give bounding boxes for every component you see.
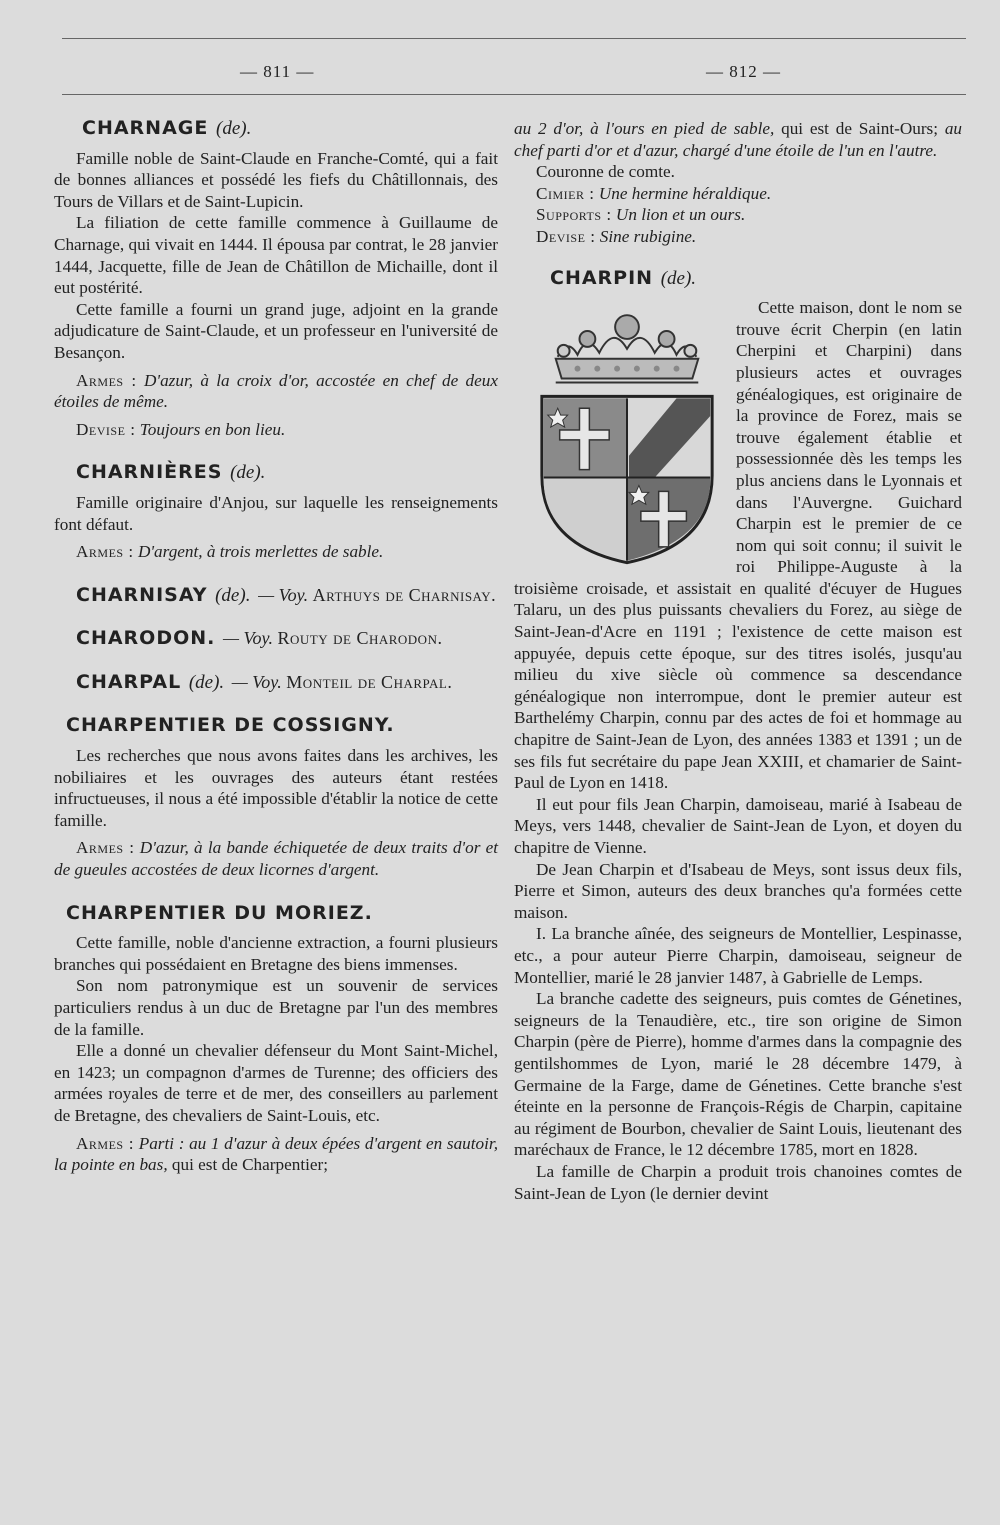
entry-title-charnage: CHARNAGE (de). [82, 117, 252, 139]
charpin-paragraph-3: De Jean Charpin et d'Isabeau de Meys, sont issus deux fils, Pierre et Simon, auteurs des deux branches qu'a formées cette maison. [514, 859, 962, 922]
charpin-paragraph-2: Il eut pour fils Jean Charpin, damoiseau, marié à Isabeau de Meys, vers 1448, chevalier de Saint-Jean de Lyon, et doyen du chapitre de Vienne. [514, 794, 962, 857]
charnieres-armes: Armes : D'argent, à trois merlettes de sable. [76, 542, 384, 562]
charnage-devise: Devise : Toujours en bon lieu. [76, 419, 286, 439]
entry-title-charnieres: CHARNIÈRES (de). [76, 461, 266, 484]
left-page-number: — 811 — [240, 62, 315, 81]
right-column [514, 118, 962, 1204]
moriez-armes: Armes : Parti : au 1 d'azur à deux épées d'argent en sautoir, la pointe en bas, qui est de Charpentier; [54, 1133, 498, 1175]
left-column [54, 118, 498, 1176]
charpin-paragraph-5: La branche cadette des seigneurs, puis comtes de Génetines, seigneurs de la Tenaudière, etc., tire son origine de Simon Charpin (père de Pierre), homme d'armes dans la compagnie des gentilshommes de Lyon, marié le 28 décembre 1479, à Germaine de la Farge, dame de Génetines. Cette branche s'est éteinte en la personne de François-Régis de Charpin, capitaine au régiment de Bourbon, chevalier de Saint Louis, lieutenant des maréchaux de France, le 12 décembre 1785, mort en 1828. [514, 989, 962, 1160]
entry-title-charpal: CHARPAL (de). — Voy. Monteil de Charpal. [76, 670, 453, 693]
moriez-armes-continued: au 2 d'or, à l'ours en pied de sable, qui est de Saint-Ours; au chef parti d'or et d'azur, chargé d'une étoile de l'un en l'autre. [514, 119, 963, 160]
cossigny-paragraph-1: Les recherches que nous avons faites dans les archives, les nobiliaires et les ouvrages des auteurs étant restées infructueuses, il nous a été impossible d'établir la notice de cette famille. [54, 746, 498, 830]
entry-title-charnisay: CHARNISAY (de). — Voy. Arthuys de Charnisay. [76, 583, 497, 606]
charpin-paragraph-6: La famille de Charpin a produit trois chanoines comtes de Saint-Jean de Lyon (le dernier devint [514, 1161, 962, 1203]
charpin-paragraph-4: I. La branche aînée, des seigneurs de Montellier, Lespinasse, etc., a pour auteur Pierre Charpin, damoiseau, seigneur de Montellier, marié le 28 janvier 1487, à Gabrielle de Lemps. [514, 924, 962, 987]
cossigny-armes: Armes : D'azur, à la bande échiquetée de deux traits d'or et de gueules accostées de deux licornes d'argent. [54, 838, 499, 880]
coat-of-arms-icon [528, 297, 726, 567]
top-rule [62, 38, 966, 39]
right-page-number: — 812 — [706, 62, 781, 81]
charpin-paragraph-1: Cette maison, dont le nom se trouve écrit Cherpin (en latin Cherpini et Charpini) dans plusieurs actes et ouvrages généalogiques, est originaire de la province de Forez, mais se trouve également établie et possessionnée dès les temps les plus anciens dans le Lyonnais et dans l'Auvergne. Guichard Charpin est le premier de ce nom qui soit connu; il suivit le roi Philippe-Auguste à la troisième croisade, et assistait en qualité d'écuyer de Hugues Talaru, un des plus puissants chevaliers du Forez, au siège de Saint-Jean-d'Acre en 1191 ; l'existence de cette maison est appuyée, depuis cette époque, sur des titres isolés, jusqu'au milieu du xive siècle où commence sa descendance généalogique non interrompue, dont le premier auteur est Barthelémy Charpin, connu par des actes de foi et hommage au chapitre de Saint-Jean de Lyon, des années 1383 et 1391 ; un de ses fils fut secrétaire du pape Jean XXIII, et chamarier de Saint-Paul de Lyon en 1418. [514, 298, 962, 793]
moriez-paragraph-3: Elle a donné un chevalier défenseur du Mont Saint-Michel, en 1423; un compagnon d'armes de Turenne; des officiers des armées royales de terre et de mer, des conseillers au parlement de Bretagne, des chevaliers de Saint-Louis, etc. [54, 1041, 498, 1125]
charnage-paragraph-3: Cette famille a fourni un grand juge, adjoint en la grande adjudicature de Saint-Claude, et un professeur en l'université de Besançon. [54, 299, 498, 362]
moriez-paragraph-2: Son nom patronymique est un souvenir de services particuliers rendus à un duc de Bretagne par l'un des membres de la famille. [54, 976, 498, 1039]
moriez-couronne: Couronne de comte. [536, 162, 675, 182]
header-rule [62, 94, 966, 95]
entry-title-charodon: CHARODON. — Voy. Routy de Charodon. [76, 627, 443, 650]
moriez-paragraph-1: Cette famille, noble d'ancienne extraction, a fourni plusieurs branches qui possédaient en Bretagne des biens immenses. [54, 933, 498, 974]
moriez-cimier: Cimier : Une hermine héraldique. [536, 183, 772, 203]
entry-title-cossigny: CHARPENTIER DE COSSIGNY. [66, 714, 395, 737]
charnieres-paragraph-1: Famille originaire d'Anjou, sur laquelle les renseignements font défaut. [54, 492, 498, 534]
moriez-devise: Devise : Sine rubigine. [536, 226, 697, 246]
charnage-paragraph-1: Famille noble de Saint-Claude en Franche-Comté, qui a fait de bonnes alliances et possédé les fiefs du Châtillonnais, des Tours de Villars et de Saint-Lupicin. [54, 148, 498, 211]
charnage-armes: Armes : D'azur, à la croix d'or, accostée en chef de deux étoiles de même. [54, 370, 499, 412]
entry-title-charpin: CHARPIN (de). [550, 266, 697, 289]
charnage-paragraph-2: La filiation de cette famille commence à Guillaume de Charnage, qui vivait en 1444. Il épousa par contrat, le 28 janvier 1444, Jacquette, fille de Jean de Châtillon de Michaille, dont il eut postérité. [54, 213, 498, 298]
moriez-supports: Supports : Un lion et un ours. [536, 205, 746, 225]
entry-title-moriez: CHARPENTIER DU MORIEZ. [66, 901, 373, 924]
